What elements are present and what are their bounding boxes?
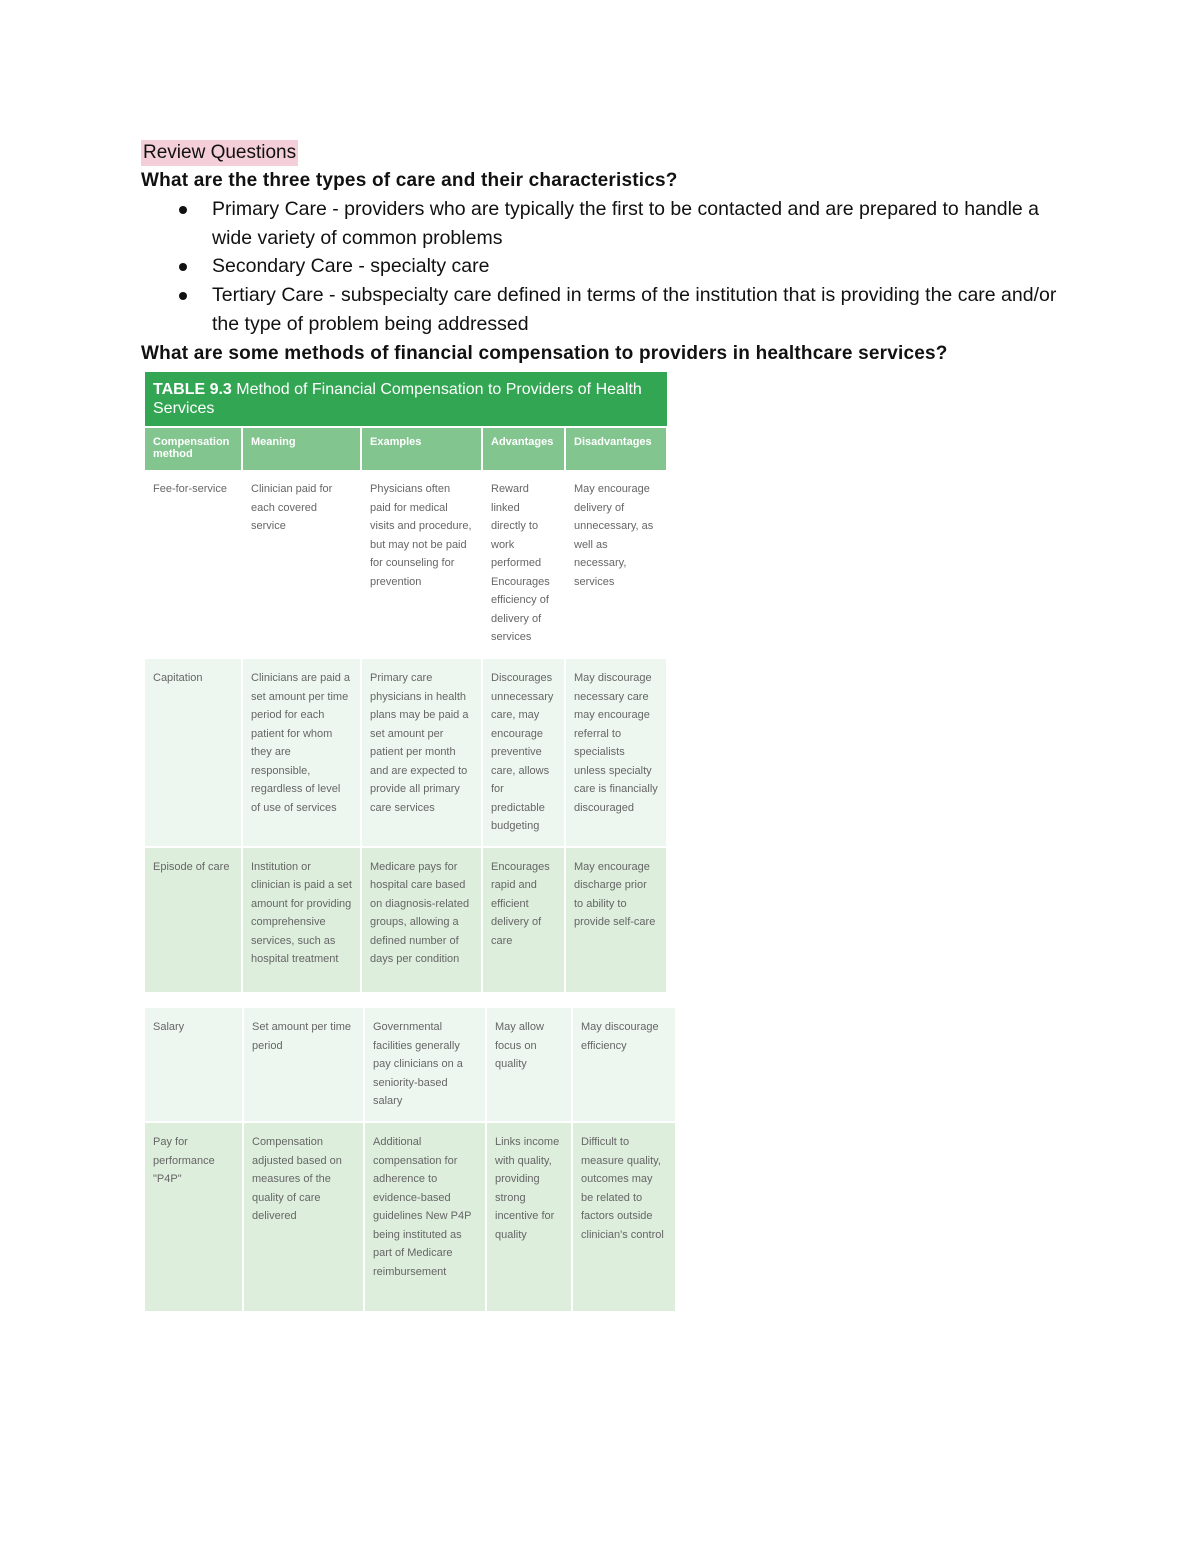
table-cell: Primary care physicians in health plans may be paid a set amount per patient per month and are expected to provide all primary care services — [361, 658, 482, 847]
table-cell: May encourage delivery of unnecessary, as well as necessary, services — [565, 470, 667, 658]
compensation-table-image — [145, 372, 676, 1314]
table-cell: Fee-for-service — [145, 470, 242, 658]
table-cell: Compensation adjusted based on measures of the quality of care delivered — [243, 1122, 364, 1312]
question-types-of-care: What are the three types of care and their characteristics? — [141, 170, 678, 191]
table-cell: Encourages rapid and efficient delivery of care — [482, 847, 565, 993]
table-cell: Set amount per time period — [243, 1008, 364, 1122]
header-disadvantages: Disadvantages — [565, 428, 667, 470]
table-cell: May allow focus on quality — [486, 1008, 572, 1122]
review-heading-text: Review Questions — [141, 140, 298, 166]
table-cell: Physicians often paid for medical visits and procedure, but may not be paid for counseling for prevention — [361, 470, 482, 658]
table-cell: Governmental facilities generally pay clinicians on a seniority-based salary — [364, 1008, 486, 1122]
table-cell: Medicare pays for hospital care based on diagnosis-related groups, allowing a defined number of days per condition — [361, 847, 482, 993]
header-meaning: Meaning — [242, 428, 361, 470]
table-cell: Reward linked directly to work performed Encourages efficiency of delivery of services — [482, 470, 565, 658]
table-row — [145, 1122, 676, 1312]
question-financial-compensation: What are some methods of financial compensation to providers in healthcare services? — [141, 342, 948, 364]
table-cell: May discourage necessary care may encourage referral to specialists unless specialty care is financially discouraged — [565, 658, 667, 847]
table-header-row — [145, 428, 667, 470]
table-cell: Salary — [145, 1008, 243, 1122]
table-row — [145, 1008, 676, 1122]
table-cell: May encourage discharge prior to ability to provide self-care — [565, 847, 667, 993]
header-advantages: Advantages — [482, 428, 565, 470]
compensation-table-top — [145, 428, 668, 994]
compensation-table-bottom — [145, 1008, 677, 1313]
table-cell: Pay for performance "P4P" — [145, 1122, 243, 1312]
table-cell: Clinician paid for each covered service — [242, 470, 361, 658]
document-body — [141, 140, 1061, 368]
table-cell: Episode of care — [145, 847, 242, 993]
table-cell: Clinicians are paid a set amount per time period for each patient for whom they are responsible, regardless of level of use of services — [242, 658, 361, 847]
table-row — [145, 847, 667, 993]
table-title-text: Method of Financial Compensation to Providers of Health Services — [153, 381, 642, 417]
table-cell: Links income with quality, providing strong incentive for quality — [486, 1122, 572, 1312]
table-title — [145, 372, 667, 426]
table-cell: Discourages unnecessary care, may encourage preventive care, allows for predictable budgeting — [482, 658, 565, 847]
table-cell: Additional compensation for adherence to evidence-based guidelines New P4P being instituted as part of Medicare reimbursement — [364, 1122, 486, 1312]
table-row — [145, 658, 667, 847]
bullet-icon — [179, 263, 187, 271]
bullet-icon — [179, 206, 187, 214]
list-item: Tertiary Care - subspecialty care defined in terms of the institution that is providing the care and/or the type of problem being addressed — [141, 281, 1061, 338]
table-cell: Institution or clinician is paid a set amount for providing comprehensive services, such as hospital treatment — [242, 847, 361, 993]
table-cell: Difficult to measure quality, outcomes may be related to factors outside clinician's control — [572, 1122, 676, 1312]
header-examples: Examples — [361, 428, 482, 470]
list-item: Secondary Care - specialty care — [141, 252, 1061, 281]
review-heading — [141, 140, 1061, 166]
table-row — [145, 470, 667, 658]
care-types-list — [141, 195, 1061, 339]
table-cell: Capitation — [145, 658, 242, 847]
table-cell: May discourage efficiency — [572, 1008, 676, 1122]
header-compensation-method: Compensation method — [145, 428, 242, 470]
table-number: TABLE 9.3 — [153, 381, 232, 398]
list-item: Primary Care - providers who are typically the first to be contacted and are prepared to handle a wide variety of common problems — [141, 195, 1061, 252]
bullet-icon — [179, 292, 187, 300]
